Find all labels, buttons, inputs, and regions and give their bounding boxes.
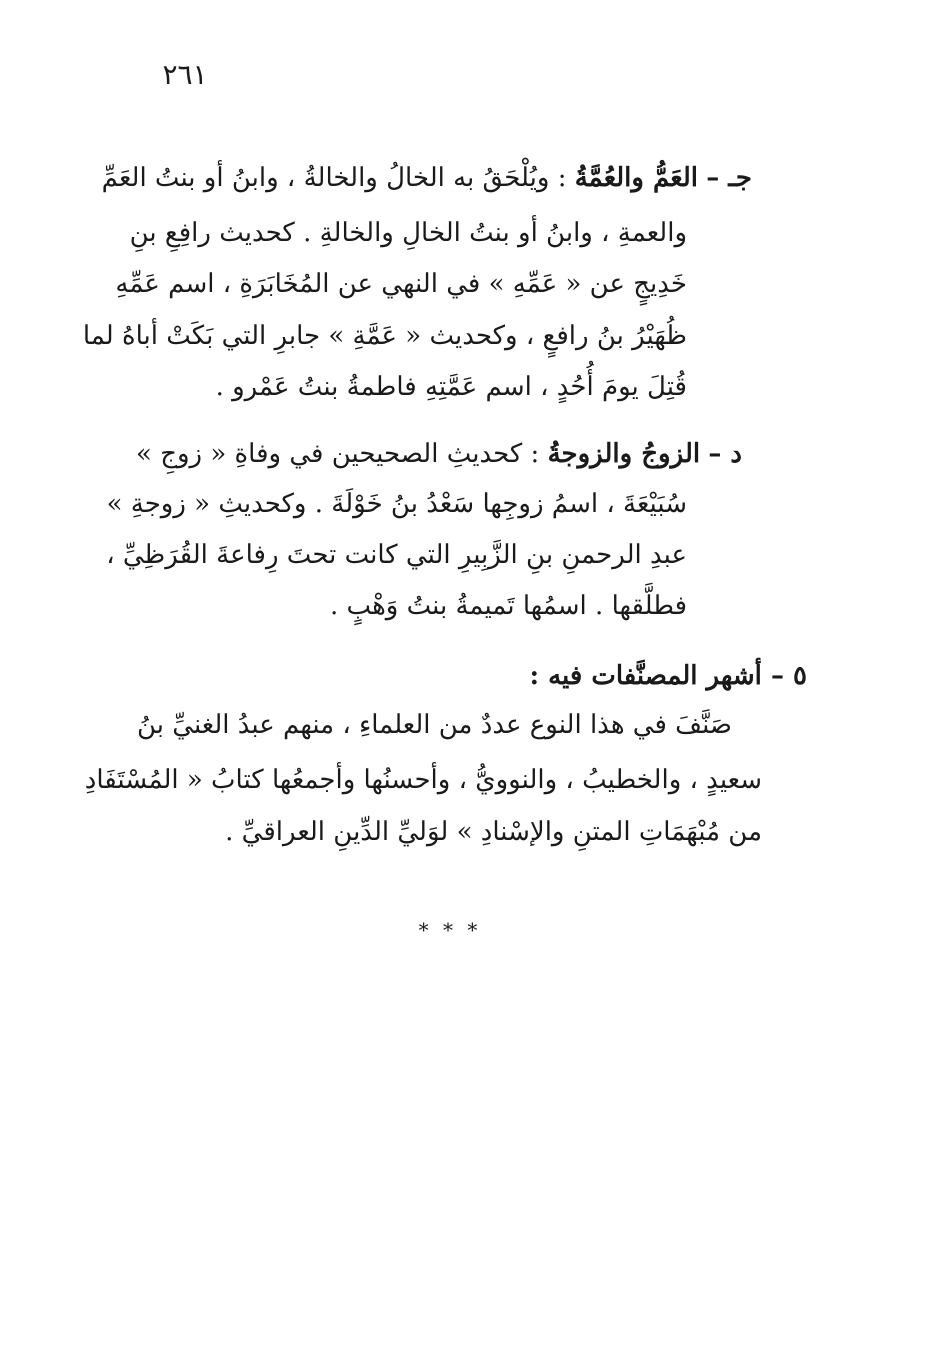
- section-j-line-5: قُتِلَ يومَ أُحُدٍ ، اسم عَمَّتِهِ فاطمةُ بنتُ عَمْرو .: [215, 372, 687, 402]
- section-5-line-3: من مُبْهَمَاتِ المتنِ والإسْنادِ » لوَليِّ الدِّينِ العراقيِّ .: [225, 817, 762, 847]
- section-d-heading: الزوجُ والزوجةُ: [547, 439, 701, 469]
- section-5-heading: أشهر المصنَّفات فيه :: [529, 661, 762, 691]
- section-j-heading: العَمُّ والعُمَّةُ: [574, 163, 698, 193]
- section-5-line-1: صَنَّفَ في هذا النوع عددٌ من العلماءِ ، منهم عبدُ الغنيِّ بنُ: [137, 710, 732, 740]
- section-d-text: : كحديثِ الصحيحين في وفاةِ « زوجِ »: [136, 439, 540, 469]
- section-5-line-2: سعيدٍ ، والخطيبُ ، والنوويُّ ، وأحسنُها وأجمعُها كتابُ « المُسْتَفَادِ: [84, 765, 762, 795]
- section-j-line-4: ظُهَيْرُ بنُ رافعٍ ، وكحديث « عَمَّةِ » جابرِ التي بَكَتْ أباهُ لما: [82, 321, 687, 351]
- section-d-line-3: عبدِ الرحمنِ بنِ الزَّبِيرِ التي كانت تحتَ رِفاعةَ القُرَظِيِّ ،: [106, 540, 687, 570]
- section-j-marker: جـ –: [706, 163, 752, 193]
- section-j-line-2: والعمةِ ، وابنُ أو بنتُ الخالِ والخالةِ . كحديث رافِعِ بنِ: [129, 218, 687, 248]
- separator-stars: * * *: [418, 918, 482, 942]
- section-j-text: : ويُلْحَقُ به الخالُ والخالةُ ، وابنُ أو بنتُ العَمِّ: [101, 163, 567, 193]
- section-d-line-1: [136, 434, 742, 474]
- section-j-line-1: [102, 158, 752, 198]
- section-d-marker: د –: [708, 439, 742, 469]
- section-d-line-2: سُبَيْعَةَ ، اسمُ زوجِها سَعْدُ بنُ خَوْلَةَ . وكحديثِ « زوجةِ »: [106, 489, 687, 519]
- section-d-line-4: فطلَّقها . اسمُها تَميمةُ بنتُ وَهْبٍ .: [330, 591, 687, 621]
- section-j-line-3: خَدِيجٍ عن « عَمِّهِ » في النهي عن المُخَابَرَةِ ، اسم عَمِّهِ: [115, 269, 687, 299]
- section-5-heading-line: [529, 656, 807, 696]
- section-5-marker: ٥ –: [770, 661, 807, 691]
- page-number: ٢٦١: [162, 58, 208, 91]
